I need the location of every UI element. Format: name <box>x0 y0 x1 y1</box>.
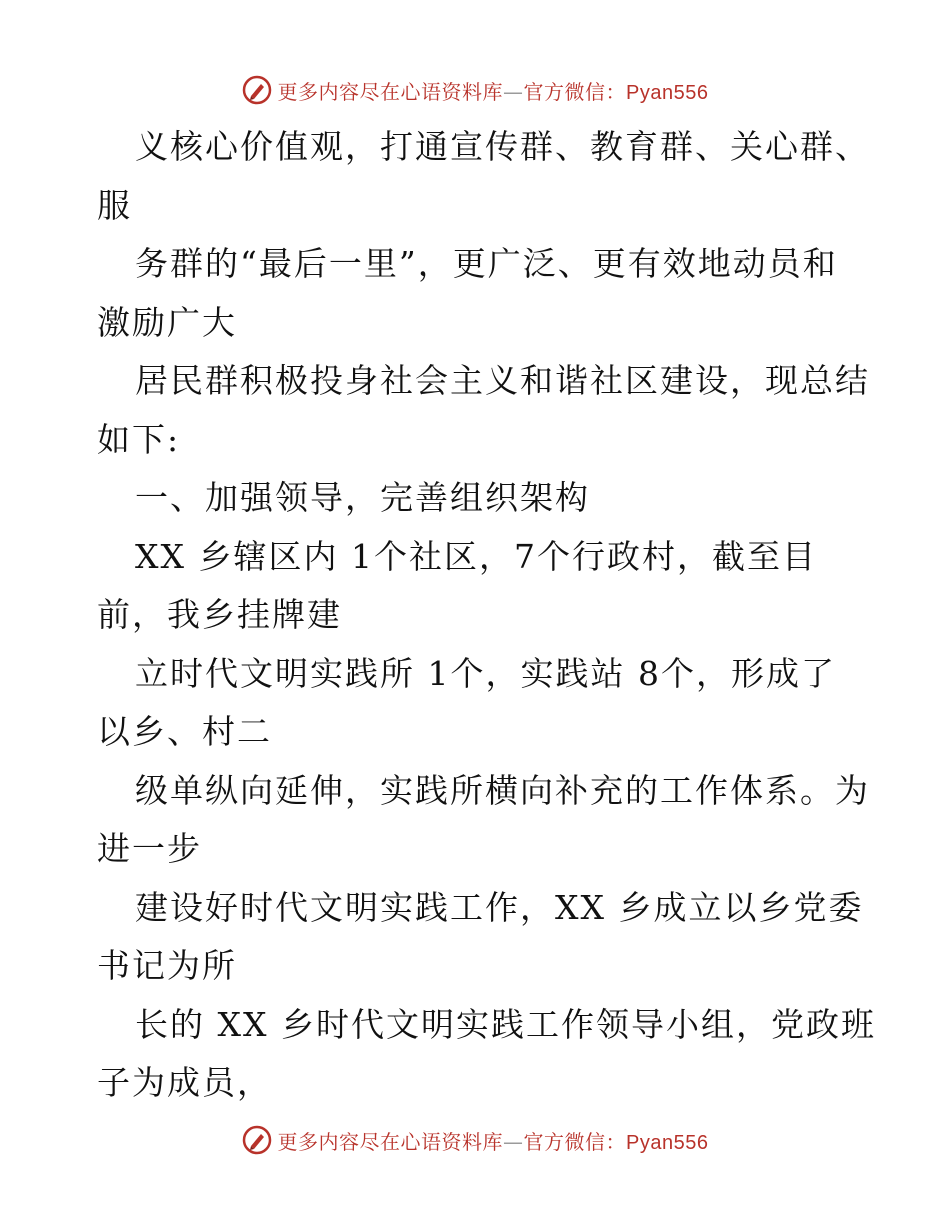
pen-logo-icon <box>242 1125 272 1155</box>
text-line: XX 乡辖区内 1个社区，7个行政村，截至目 <box>135 536 817 576</box>
text-line: 长的 XX 乡时代文明实践工作领导小组，党政班 <box>135 1004 876 1044</box>
text-line: 义核心价值观，打通宣传群、教育群、关心群、 <box>135 127 870 166</box>
watermark-dash: — <box>503 1129 524 1154</box>
text-line: 子为成员， <box>97 1063 272 1102</box>
watermark-brand: 更多内容尽在心语资料库 <box>277 79 504 104</box>
pen-logo-icon <box>242 75 272 105</box>
text-line: 服 <box>97 185 132 225</box>
text-line: 前，我乡挂牌建 <box>97 595 342 634</box>
header-watermark <box>0 70 950 110</box>
text-line: 一、加强领导，完善组织架构 <box>135 478 590 517</box>
watermark-brand: 更多内容尽在心语资料库 <box>277 1129 504 1154</box>
text-line: 以乡、村二 <box>97 712 272 751</box>
watermark-wechat-account: Pyan556 <box>626 81 709 104</box>
text-line: 进一步 <box>97 829 202 868</box>
watermark-dash: — <box>503 79 524 104</box>
text-line: 如下: <box>97 419 181 459</box>
text-line: 居民群积极投身社会主义和谐社区建设，现总结 <box>135 361 870 400</box>
text-line: 务群的“最后一里”，更广泛、更有效地动员和 <box>135 244 838 283</box>
watermark-wechat-label: 官方微信： <box>523 1129 627 1154</box>
watermark-wechat-label: 官方微信： <box>523 79 627 104</box>
footer-watermark <box>0 1120 950 1160</box>
text-line: 立时代文明实践所 1个，实践站 8个，形成了 <box>135 653 836 693</box>
watermark-text <box>278 1126 709 1155</box>
text-line: 建设好时代文明实践工作，XX 乡成立以乡党委 <box>135 887 864 927</box>
document-body <box>97 118 876 1113</box>
text-line: 激励广大 <box>97 302 237 342</box>
text-line: 级单纵向延伸，实践所横向补充的工作体系。为 <box>135 770 870 810</box>
watermark-text <box>278 76 709 105</box>
watermark-wechat-account: Pyan556 <box>626 1131 709 1154</box>
text-line: 书记为所 <box>97 946 237 985</box>
